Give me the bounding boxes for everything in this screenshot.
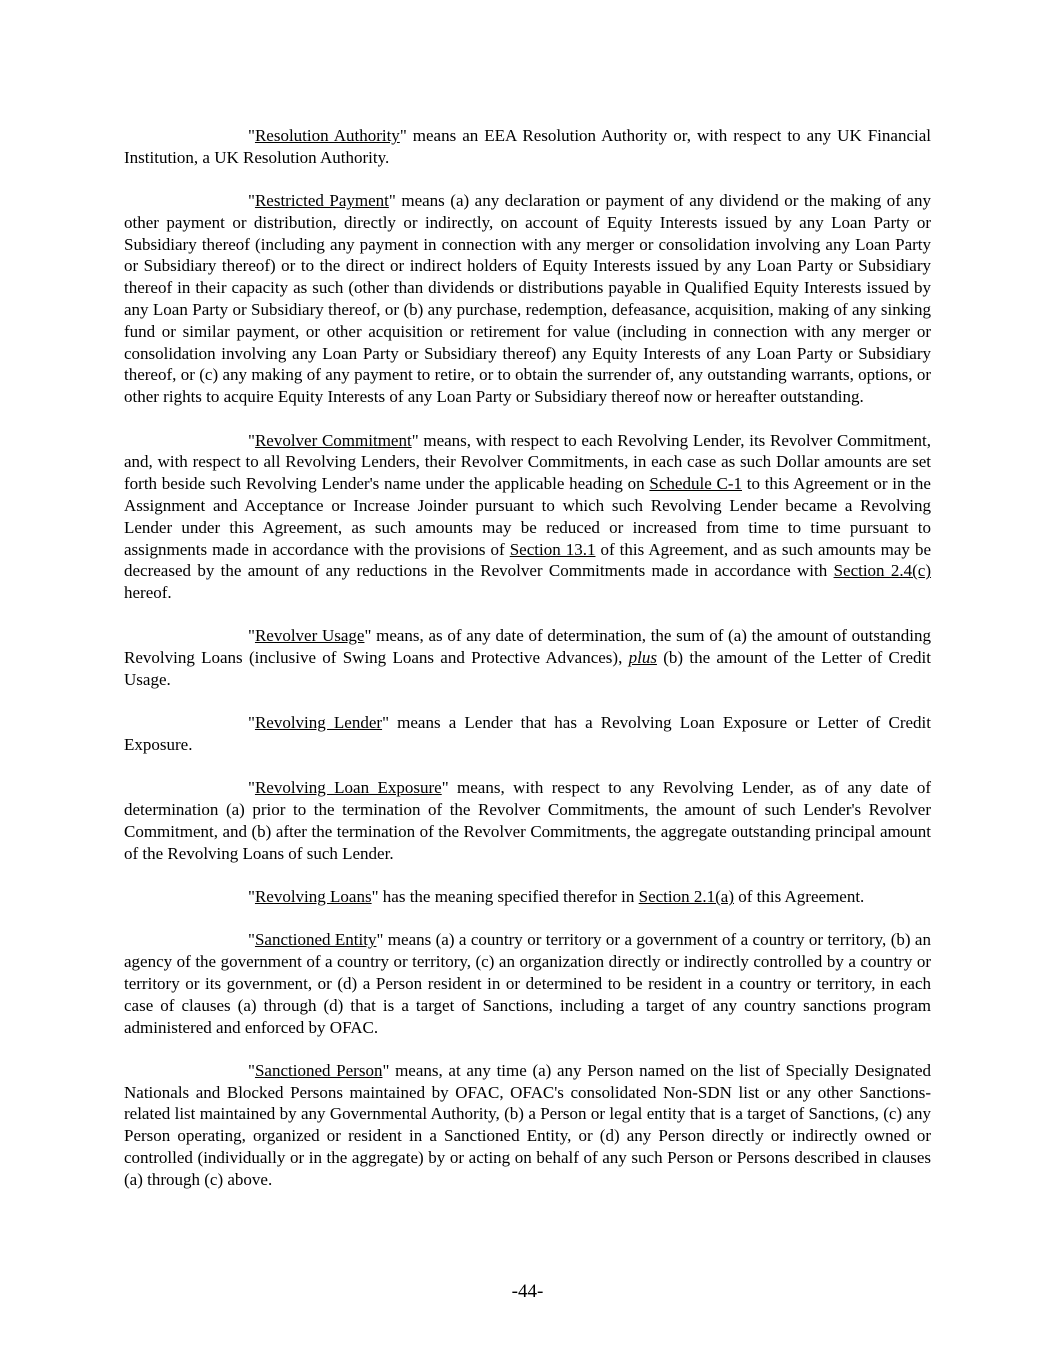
emphasis-plus: plus — [628, 648, 657, 668]
cross-reference-schedule-c1: Schedule C-1 — [649, 474, 742, 494]
definition-text: " means a Lender that has a Revolving Loan Exposure or Letter of Credit Exposure. — [124, 713, 931, 755]
definition-revolving-loans: "Revolving Loans" has the meaning specified therefor in Section 2.1(a) of this Agreement. — [248, 887, 865, 907]
definition-text: " means, with respect to each Revolving Lender, its Revolver Commitment, and, with respect to all Revolving Lenders, their Revolver Commitments, in each case as such Dollar amounts are set forth beside such Revolving Lender's name under the applicable heading on — [124, 430, 931, 494]
definition-text: " means an EEA Resolution Authority or, with respect to any UK Financial Institution, a UK Resolution Authority. — [124, 126, 931, 167]
definition-text: " means (a) any declaration or payment of any dividend or the making of any other payment or distribution, directly or indirectly, on account of Equity Interests issued by any Loan Party or Subsidiary thereof (including any payment in connection with any merger or consolidation involving any Loan Party or Subsidiary thereof) or to the direct or indirect holders of Equity Interests issued by any Loan Party or Subsidiary thereof in their capacity as such (other than dividends or distributions payable in Qualified Equity Interests issued by any Loan Party or Subsidiary thereof, or (b) any purchase, redemption, defeasance, acquisition, making of any sinking fund or similar payment, or other acquisition or retirement for value (including in connection with any merger or consolidation involving any Loan Party or Subsidiary thereof) any Equity Interests of any Loan Party or Subsidiary thereof, or (c) any making of any payment to retire, or to obtain the surrender of, any outstanding warrants, options, or other rights to acquire Equity Interests of any Loan Party or Subsidiary thereof now or hereafter outstanding. — [124, 191, 931, 407]
definition-text: to this Agreement or in the Assignment and Acceptance or Increase Joinder pursuant to which such Revolving Lender became a Revolving Lender under this Agreement, as such amounts may be reduced or increased from time to time pursuant to assignments made in accordance with the provisions of — [124, 474, 931, 559]
definition-text: of this Agreement. — [734, 887, 865, 907]
page-number: -44- — [511, 1281, 544, 1302]
definition-text: (b) the amount of the Letter of Credit Usage. — [124, 648, 932, 690]
cross-reference-section-2-1a: Section 2.1(a) — [638, 887, 734, 907]
definition-text: " means, as of any date of determination, the sum of (a) the amount of outstanding Revolving Loans (inclusive of Swing Loans and Protective Advances), — [124, 626, 931, 668]
defined-term: Restricted Payment — [254, 191, 389, 211]
definition-text: " means (a) a country or territory or a government of a country or territory, (b) an agency of the government of a country or territory, (c) an organization directly or indirectly controlled by a country or territory or its government, or (d) a Person resident in or determined to be resident in a country or territory, in each case of clauses (a) through (d) that is a target of Sanctions, including a target of any country sanctions program administered and enforced by OFAC. — [124, 930, 931, 1037]
cross-reference-section-13-1: Section 13.1 — [509, 539, 596, 559]
defined-term: Revolving Loan Exposure — [254, 778, 442, 798]
definition-revolver-commitment: "Revolver Commitment" means, with respect to each Revolving Lender, its Revolver Commitment, and, with respect to all Revolving Lenders, their Revolver Commitments, in each case as such Dollar amounts are set forth beside such Revolving Lender's name under the applicable heading on Schedule C-1 to this Agreement or in the Assignment and Acceptance or Increase Joinder pursuant to which such Revolving Lender became a Revolving Lender under this Agreement, as such amounts may be reduced or increased from time to time pursuant to assignments made in accordance with the provisions of Section 13.1 of this Agreement, and as such amounts may be decreased by the amount of any reductions in the Revolver Commitments made in accordance with Section 2.4(c) hereof. — [124, 430, 932, 603]
cross-reference-section-2-4c: Section 2.4(c) — [833, 561, 932, 581]
definition-text: " means, at any time (a) any Person named on the list of Specially Designated Nationals and Blocked Persons maintained by OFAC, OFAC's consolidated Non-SDN list or any other Sanctions-related list maintained by any Governmental Authority, (b) a Person or legal entity that is a target of Sanctions, (c) any Person operating, organized or resident in a Sanctioned Entity, or (d) any Person directly or indirectly owned or controlled (individually or in the aggregate) by or acting on behalf of any such Person or Persons described in clauses (a) through (c) above. — [124, 1060, 931, 1189]
defined-term: Sanctioned Entity — [254, 930, 377, 950]
definition-sanctioned-entity: "Sanctioned Entity" means (a) a country or territory or a government of a country or territory, (b) an agency of the government of a country or territory, (c) an organization directly or indirectly controlled by a country or territory or its government, or (d) a Person resident in or determined to be resident in a country or territory, in each case of clauses (a) through (d) that is a target of Sanctions, including a target of any country sanctions program administered and enforced by OFAC. — [124, 930, 931, 1037]
defined-term: Revolver Commitment — [254, 430, 412, 450]
defined-term: Revolving Loans — [254, 887, 372, 907]
defined-term: Sanctioned Person — [254, 1060, 383, 1080]
defined-term: Revolving Lender — [254, 713, 383, 733]
definition-revolving-lender: "Revolving Lender" means a Lender that has a Revolving Loan Exposure or Letter of Credit Exposure. — [124, 713, 931, 755]
definition-sanctioned-person: "Sanctioned Person" means, at any time (a) any Person named on the list of Specially Designated Nationals and Blocked Persons maintained by OFAC, OFAC's consolidated Non-SDN list or any other Sanctions-related list maintained by any Governmental Authority, (b) a Person or legal entity that is a target of Sanctions, (c) any Person operating, organized or resident in a Sanctioned Entity, or (d) any Person directly or indirectly owned or controlled (individually or in the aggregate) by or acting on behalf of any such Person or Persons described in clauses (a) through (c) above. — [124, 1060, 931, 1189]
defined-term: Resolution Authority — [254, 126, 400, 145]
definition-revolving-loan-exposure: "Revolving Loan Exposure" means, with respect to any Revolving Lender, as of any date of determination (a) prior to the termination of the Revolver Commitments, the amount of such Lender's Revolver Commitment, and (b) after the termination of the Revolver Commitments, the aggregate outstanding principal amount of the Revolving Loans of such Lender. — [124, 778, 931, 863]
definition-text: " has the meaning specified therefor in — [371, 887, 639, 907]
definition-text: hereof. — [124, 583, 172, 603]
definition-resolution-authority: "Resolution Authority" means an EEA Resolution Authority or, with respect to any UK Financial Institution, a UK Resolution Authority. — [124, 126, 931, 167]
document-page — [124, 125, 931, 1212]
definition-text: of this Agreement, and as such amounts may be decreased by the amount of any reductions in the Revolver Commitments made in accordance with — [124, 539, 931, 581]
definition-restricted-payment: "Restricted Payment" means (a) any declaration or payment of any dividend or the making of any other payment or distribution, directly or indirectly, on account of Equity Interests issued by any Loan Party or Subsidiary thereof (including any payment in connection with any merger or consolidation involving any Loan Party or Subsidiary thereof) or to the direct or indirect holders of Equity Interests issued by any Loan Party or Subsidiary thereof in their capacity as such (other than dividends or distributions payable in Qualified Equity Interests issued by any Loan Party or Subsidiary thereof, or (b) any purchase, redemption, defeasance, acquisition, making of any sinking fund or similar payment, or other acquisition or retirement for value (including in connection with any merger or consolidation involving any Loan Party or Subsidiary thereof) any Equity Interests of any Loan Party or Subsidiary thereof, or (c) any making of any payment to retire, or to obtain the surrender of, any outstanding warrants, options, or other rights to acquire Equity Interests of any Loan Party or Subsidiary thereof now or hereafter outstanding. — [124, 191, 931, 407]
defined-term: Revolver Usage — [254, 626, 365, 646]
definition-text: " means, with respect to any Revolving Lender, as of any date of determination (a) prior to the termination of the Revolver Commitments, the amount of such Lender's Revolver Commitment, and (b) after the termination of the Revolver Commitments, the aggregate outstanding principal amount of the Revolving Loans of such Lender. — [124, 778, 931, 863]
definition-revolver-usage: "Revolver Usage" means, as of any date of determination, the sum of (a) the amount of outstanding Revolving Loans (inclusive of Swing Loans and Protective Advances), plus (b) the amount of the Letter of Credit Usage. — [124, 626, 932, 690]
